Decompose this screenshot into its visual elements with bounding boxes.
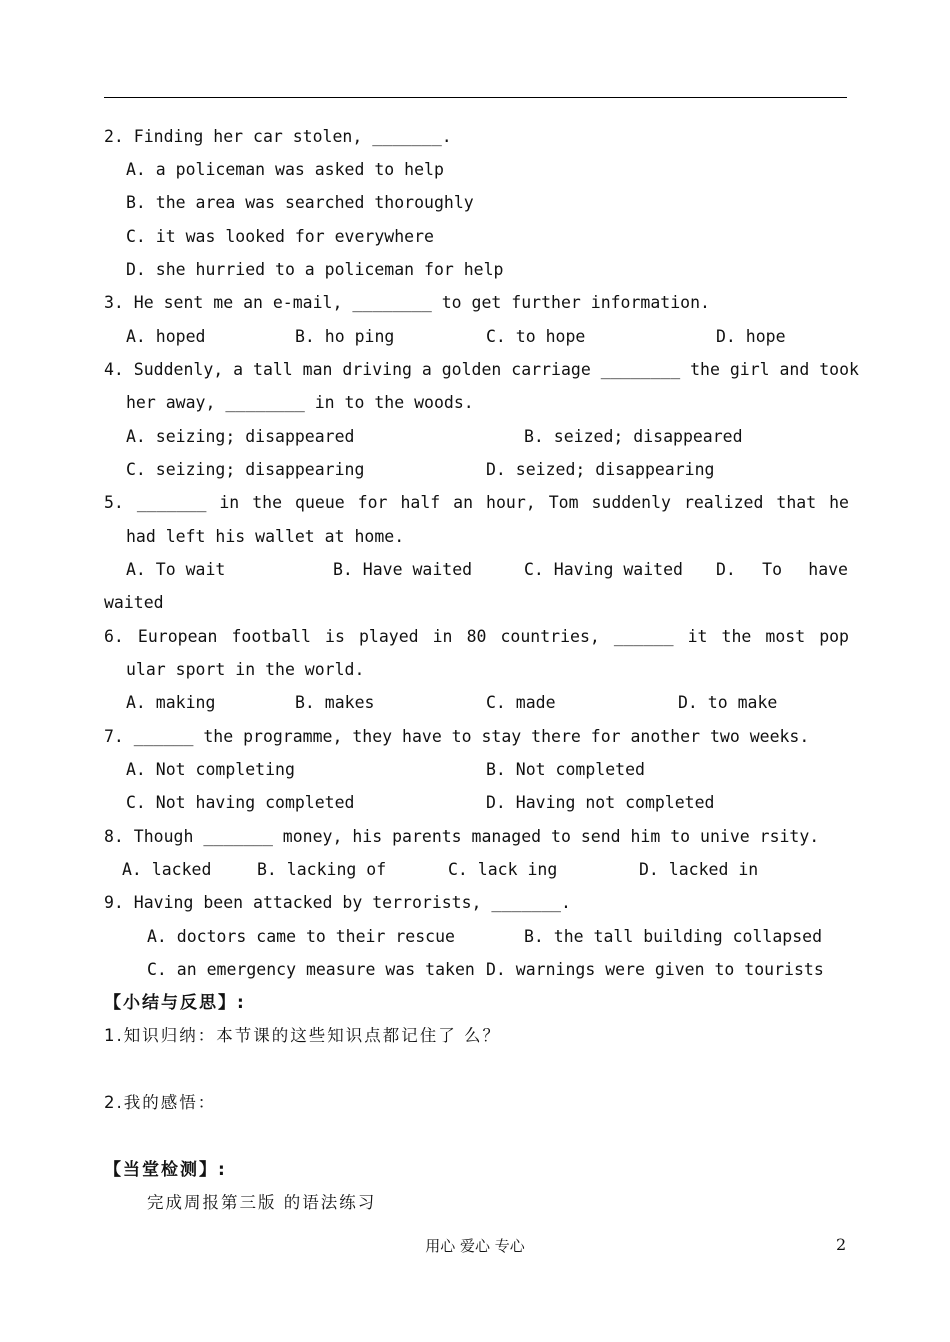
question-9-option-a: A. doctors came to their rescue (147, 927, 455, 946)
question-7-stem: 7. ______ the programme, they have to stay there for another two weeks. (104, 727, 810, 746)
question-4-stem-line-1: 4. Suddenly, a tall man driving a golden carriage ________ the girl and took (104, 360, 859, 379)
header-rule (104, 97, 847, 98)
question-7-option-c: C. Not having completed (126, 793, 355, 812)
question-3-option-a: A. hoped (126, 327, 206, 346)
summary-item-1: 1.知识归纳：本节课的这些知识点都记住了 么？ (104, 1026, 501, 1045)
summary-heading: 【小结与反思】: (104, 993, 246, 1013)
question-8-option-a: A. lacked (122, 860, 212, 879)
question-5-option-d: D. To have (716, 560, 848, 579)
question-2-option-d: D. she hurried to a policeman for help (126, 260, 504, 279)
question-2-option-a: A. a policeman was asked to help (126, 160, 444, 179)
question-4-option-a: A. seizing; disappeared (126, 427, 355, 446)
page-number: 2 (836, 1235, 847, 1254)
question-5-stem-line-2: had left his wallet at home. (126, 527, 405, 546)
question-9-option-c: C. an emergency measure was taken (147, 960, 475, 979)
question-3-stem: 3. He sent me an e-mail, ________ to get further information. (104, 293, 710, 312)
question-8-option-d: D. lacked in (639, 860, 759, 879)
question-3-option-c: C. to hope (486, 327, 586, 346)
question-8-stem: 8. Though _______ money, his parents managed to send him to unive rsity. (104, 827, 820, 846)
question-3-option-b: B. ho ping (295, 327, 395, 346)
question-9-option-b: B. the tall building collapsed (524, 927, 823, 946)
question-5-option-a: A. To wait (126, 560, 226, 579)
check-heading: 【当堂检测】: (104, 1160, 227, 1180)
question-6-option-d: D. to make (678, 693, 778, 712)
question-6-stem-line-2: ular sport in the world. (126, 660, 365, 679)
question-2-stem: 2. Finding her car stolen, _______. (104, 127, 452, 146)
question-6-option-b: B. makes (295, 693, 375, 712)
question-4-stem-line-2: her away, ________ in to the woods. (126, 393, 474, 412)
question-6-stem-line-1: 6. European football is played in 80 countries, ______ it the most pop (104, 627, 849, 646)
question-2-option-b: B. the area was searched thoroughly (126, 193, 474, 212)
question-2-option-c: C. it was looked for everywhere (126, 227, 434, 246)
question-6-option-a: A. making (126, 693, 216, 712)
question-7-option-a: A. Not completing (126, 760, 295, 779)
summary-item-2: 2.我的感悟： (104, 1093, 217, 1112)
question-5-option-b: B. Have waited (333, 560, 473, 579)
question-9-stem: 9. Having been attacked by terrorists, _______. (104, 893, 571, 912)
question-5-stem-line-1: 5. _______ in the queue for half an hour, Tom suddenly realized that he (104, 493, 849, 512)
question-5-option-d-wrap: waited (104, 593, 164, 612)
check-text: 完成周报第三版 的语法练习 (147, 1193, 377, 1212)
question-8-option-b: B. lacking of (257, 860, 387, 879)
question-4-option-c: C. seizing; disappearing (126, 460, 365, 479)
question-4-option-d: D. seized; disappearing (486, 460, 715, 479)
question-4-option-b: B. seized; disappeared (524, 427, 743, 446)
question-6-option-c: C. made (486, 693, 556, 712)
question-3-option-d: D. hope (716, 327, 786, 346)
question-9-option-d: D. warnings were given to tourists (486, 960, 824, 979)
question-7-option-b: B. Not completed (486, 760, 645, 779)
question-7-option-d: D. Having not completed (486, 793, 715, 812)
question-8-option-c: C. lack ing (448, 860, 558, 879)
question-5-option-c: C. Having waited (524, 560, 683, 579)
footer-motto: 用心 爱心 专心 (425, 1237, 525, 1255)
